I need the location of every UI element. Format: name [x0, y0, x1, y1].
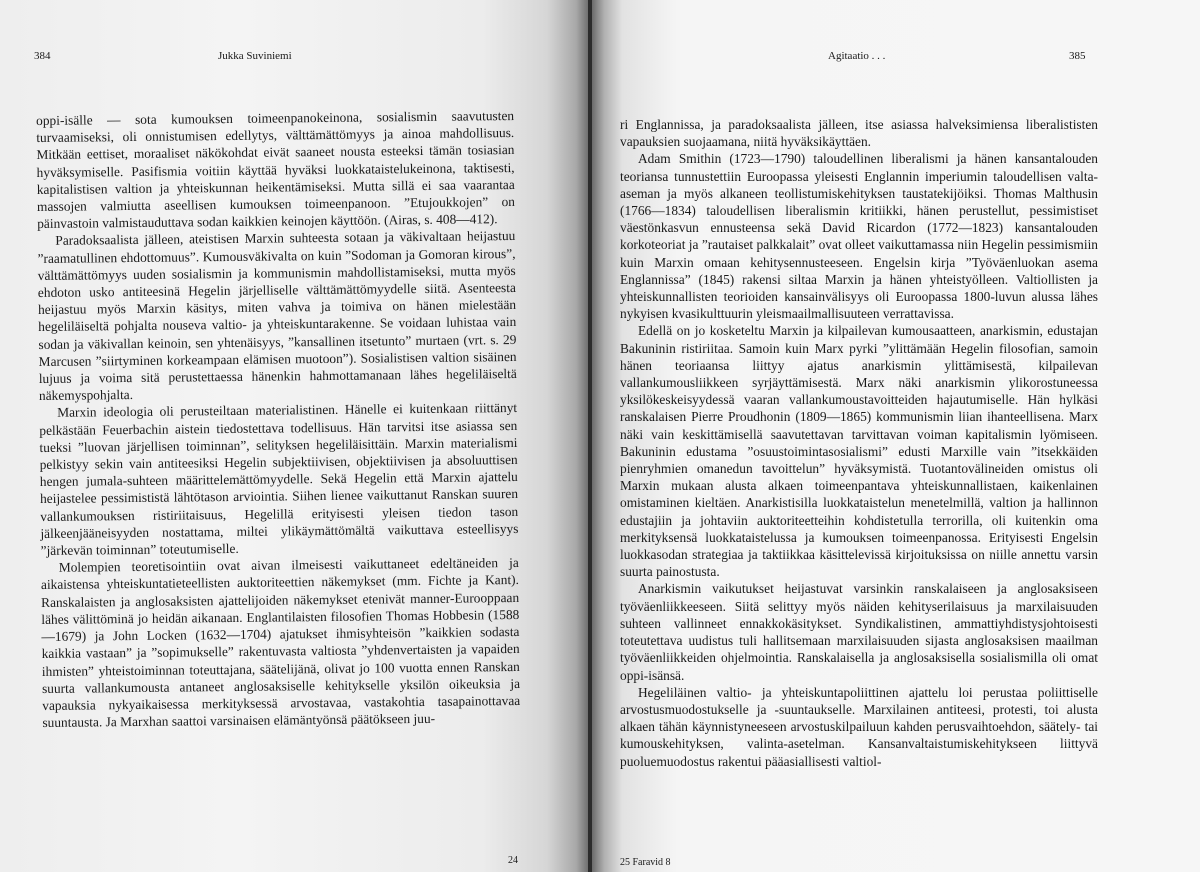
right-paragraph-2: Adam Smithin (1723—1790) taloudellinen liberalismi ja hänen kansantalouden teoriansa tunnustettiin Euroopassa yleisesti Englannin imperiumin taloudellisen valta-aseman ja myös alkaneen teollistumiskehityksen taustatekijöiksi. Thomas Malthusin (1766—1834) taloudellisen liberalismin kritiikki, hänen perustellut, pessimistiset väestönkasvun ennusteensa sekä David Ricardon (1772—1823) kansantalouden korkoteoriat ja ”rautaiset palkkalait” ovat olleet vaikuttamassa niin Hegelin pessimismiin kuin Marxin omaan kehitysennusteeseen. Engelsin kirja ”Työväenluokan asema Englannissa” (1845) rakensi siltaa Marxin ja hänen yhteistyölleen. Valtiollisten ja yhteiskunnallisten teorioiden kansainvälisyys oli Euroopassa 1800-luvun alussa lähes nykyisen kvasikulttuurin yleismaailmallisuuteen verrattavissa. [620, 151, 1098, 322]
right-body-text [620, 116, 1098, 770]
right-page-number: 385 [1069, 50, 1086, 62]
left-paragraph-4: Molempien teoretisointiin ovat aivan ilmeisesti vaikuttaneet edeltäneiden ja aikaistensa yhteiskuntatieteellisten auktoriteettien näkemykset (mm. Fichte ja Kant). Ranskalaisten ja anglosaksisten ajattelijoiden näkemykset etenivät manner-Eurooppaan lähes välittöminä jo heidän aikanaan. Englantilaisten filosofien Thomas Hobbesin (1588—1679) ja John Locken (1632—1704) ajatukset ihmisyhteisön ”kaikkien sodasta kaikkia vastaan” ja ”sopimukselle” rakentuvasta valtiosta ”yhdenvertaisten ja vapaiden ihmisten” yhteistoiminnan toteuttajana, säätelijänä, olivat jo 100 vuotta ennen Ranskan suurta vallankumousta antaneet anglosaksiselle kehitykselle yksilön oikeuksia ja vapauksia nykyaikaisessa merkityksessä arvostavaa, vastakohtia tasapainottavaa suuntausta. Ja Marxhan saattoi varsinaisen elämäntyönsä päätökseen juu- [40, 555, 521, 731]
left-running-head: Jukka Suviniemi [218, 50, 292, 62]
right-paragraph-1: ri Englannissa, ja paradoksaalista jälleen, itse asiassa halveksimiensa liberalististen vapauksien suojaamana, niitä hyväksikäyttäen. [620, 117, 1098, 150]
left-page-number: 384 [34, 50, 51, 62]
left-paragraph-1: oppi-isälle — sota kumouksen toimeenpanokeinona, sosialismin saavutusten turvaamiseksi, oli onnistumisen edellytys, välttämättömyys ja ainoa mahdollisuus. Mitkään eettiset, moraaliset näkökohdat eivät saaneet nousta esteeksi tämän tosiasian hyväksymiselle. Pasifismia voitiin käyttää hyväksi luokkataistelukeinona, taktisesti, kapitalistisen valtion ja yhteiskunnan heikentämiseksi. Mutta sillä ei saa vaarantaa massojen valmiutta aseellisen kumouksen toimeenpanoon. ”Etujoukkojen” on päinvastoin valmistauduttava sodan kaikkien keinojen käyttöön. (Airas, s. 408—412). [36, 107, 516, 232]
left-paragraph-2: Paradoksaalista jälleen, ateistisen Marxin suhteesta sotaan ja väkivaltaan heijastuu ”raamatullinen ehdottomuus”. Kumousväkivalta on kuin ”Sodoman ja Gomoran kirous”, välttämättömyys uuden sosialismin ja kommunismin mahdollistamiseksi, mutta myös ehdoton usko antiteesinä Hegelin järjelliselle välttämättömyydelle siitä. Asenteesta heijastuu myös Marxin käsitys, miten vahva ja toimiva on hänen mielestään hegeliläiseltä pohjalta nouseva valtio- ja yhteiskuntarakenne. Se voidaan luhistaa vain sodan ja väkivallan keinoin, sen yhtenäisyys, ”kansallinen itsetunto” murtaen (vrt. s. 29 Marcusen ”siirtyminen korkeampaan elämisen muotoon”). Sosialistisen valtion sisäinen lujuus ja voima sitä perustettaessa hänenkin hahmottamanaan lähes hegeliläiseltä näkemyspohjalta. [37, 228, 517, 404]
right-paragraph-4: Anarkismin vaikutukset heijastuvat varsinkin ranskalaiseen ja anglosaksiseen työväenliikkeeseen. Siitä selittyy myös näiden kehityserilaisuus ja marxilaisuuden suhteen vallinneet ennakkokäsitykset. Syndikalistinen, ammattiyhdistysjohtoisesti toteutettava uudistus tuli hallitsemaan marxilaisuuden sijasta anglosaksisen maailman työväenliikkeiden ohjelmointia. Ranskalaisella ja anglosaksisella sosialismilla oli omat oppi-isänsä. [620, 581, 1098, 683]
left-body-text [36, 107, 520, 731]
right-running-head: Agitaatio . . . [828, 50, 886, 62]
left-footer-mark: 24 [508, 855, 518, 866]
right-paragraph-5: Hegeliläinen valtio- ja yhteiskuntapoliittinen ajattelu loi perustaa poliittiselle arvostusmuodostukselle ja -suuntaukselle. Marxilainen antiteesi, protesti, toi alusta alkaen tähän käynnistyneeseen arvostuskilpailuun kahden perusvaihtoehdon, säätely- tai kumouskehityksen, valinta-asetelman. Kansanvaltaistumiskehitykseen liittyvä puoluemuodostus rakentui pääasiallisesti valtiol- [620, 684, 1098, 769]
right-paragraph-3: Edellä on jo kosketeltu Marxin ja kilpailevan kumousaatteen, anarkismin, edustajan Bakuninin ristiriitaa. Samoin kuin Marx pyrki ”ylittämään Hegelin filosofian, samoin hänen teoriaansa liittyy ajatus anarkismin ylittämisestä, kilpailevan vallankumousliikkeen syrjäyttämisestä. Marx näki anarkismin ylikorostuneessa yksilökeskeisyydessä vaaran vallankumoustavoitteiden hajautumiselle. Hän hylkäsi ranskalaisen Pierre Proudhonin (1809—1865) kommunismin liian ihanteellisena. Marx näki vain keskittämisellä saavutettavan tarvittavan voiman kapitalismin lyömiseen. Bakuninin edustama ”osuustoimintasosialismi” edusti Marxille vain ”itsekkäiden pienryhmien omanedun tavoittelun” hyväksymistä. Tuotantovälineiden omistus oli Marxin mukaan alusta alkaen toimeenpantava yhteiskunnallistaen, kaikenlainen omistaminen kieltäen. Anarkistisilla luokkataistelun menetelmillä, valtion ja hallinnon edustajiin ja johtaviin auktoriteetteihin kohdistetulla terrorilla, oli kuitenkin oma merkityksensä luokkataistelussa ja kumouksen toimeenpanossa. Erityisesti Engelsin luokkasodan strategiaa ja taktiikkaa käsittelevissä kirjoituksissa on niille annettu varsin suurta painostusta. [620, 323, 1098, 580]
right-page [592, 0, 1200, 872]
left-paragraph-3: Marxin ideologia oli perusteiltaan materialistinen. Hänelle ei kuitenkaan riittänyt pelkästään Feuerbachin aistein tiedostettava todellisuus. Hän tarvitsi itse asiassa sen tueksi ”luovan järjellisen toiminnan”, selityksen hegeliläisittäin. Marxin materialismi pelkistyy sekin vain antiteesiksi Hegelin subjektiivisen, objektiivisen ja absoluuttisen hengen jumala-suhteen määrittelemättömyydelle. Sekä Hegelin että Marxin ajattelu heijastelee pessimististä lähtötason arviointia. Siihen lienee vaikuttanut Ranskan suuren vallankumouksen ristiriitaisuus, Hegelillä erityisesti yleisen tiedon tason jälkeenjääneisyyden nostattama, miltei ylikäymättömältä vaikuttava esteellisyys ”järkevän toiminnan” toteutumiselle. [39, 400, 519, 559]
left-page [0, 0, 588, 872]
right-footer-mark: 25 Faravid 8 [620, 857, 671, 868]
